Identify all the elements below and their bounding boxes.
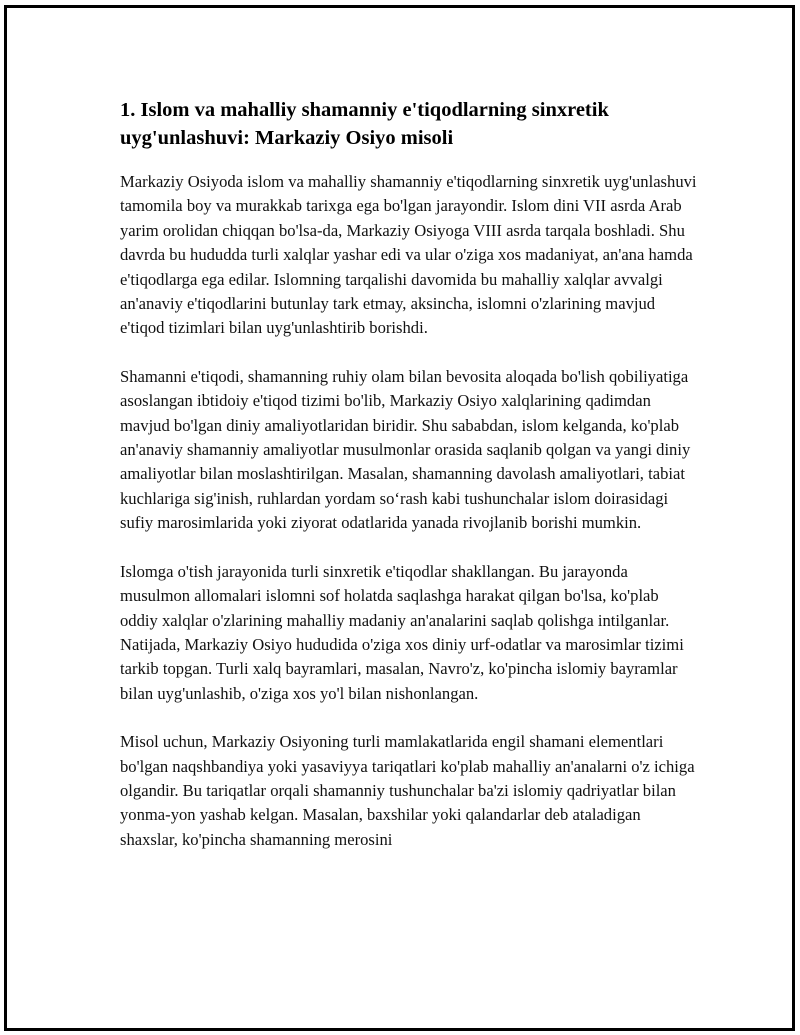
paragraph-2: Shamanni e'tiqodi, shamanning ruhiy olam bilan bevosita aloqada bo'lish qobiliyatiga asoslangan ibtidoiy e'tiqod tizimi bo'lib, Markaziy Osiyo xalqlarining qadimdan mavjud bo'lgan diniy amaliyotlaridan biridir. Shu sababdan, islom kelganda, ko'plab an'anaviy shamanniy amaliyotlar musulmonlar orasida saqlanib qolgan va yangi diniy amaliyotlar bilan moslashtirilgan. Masalan, shamanning davolash amaliyotlari, tabiat kuchlariga sig'inish, ruhlardan yordam so‘rash kabi tushunchalar islom doirasidagi sufiy marosimlarida yoki ziyorat odatlarida yanada rivojlanib borishi mumkin. <box>120 366 691 533</box>
paragraph-4: Misol uchun, Markaziy Osiyoning turli mamlakatlarida engil shamani elementlari bo'lgan naqshbandiya yoki yasaviyya tariqatlari ko'plab mahalliy an'analarni o'z ichiga olgandir. Bu tariqatlar orqali shamanniy tushunchalar ba'zi islomiy qadriyatlar bilan yonma-yon yashab kelgan. Masalan, baxshilar yoki qalandarlar deb ataladigan shaxslar, ko'pincha shamanning merosini <box>120 732 695 849</box>
document-body <box>120 96 700 876</box>
section-heading: 1. Islom va mahalliy shamanniy e'tiqodlarning sinxretik uyg'unlashuvi: Markaziy Osiyo misoli <box>120 99 609 149</box>
paragraph-3: Islomga o'tish jarayonida turli sinxretik e'tiqodlar shakllangan. Bu jarayonda musulmon allomalari islomni sof holatda saqlashga harakat qilgan bo'lsa, ko'plab oddiy xalqlar o'zlarining mahalliy madaniy an'analarini saqlab qolishga intilganlar. Natijada, Markaziy Osiyo hududida o'ziga xos diniy urf-odatlar va marosimlar tizimi tarkib topgan. Turli xalq bayramlari, masalan, Navro'z, ko'pincha islomiy bayramlar bilan uyg'unlashib, o'ziga xos yo'l bilan nishonlangan. <box>120 561 684 703</box>
document-page <box>4 5 795 1031</box>
paragraph-1: Markaziy Osiyoda islom va mahalliy shamanniy e'tiqodlarning sinxretik uyg'unlashuvi tamomila boy va murakkab tarixga ega bo'lgan jarayondir. Islom dini VII asrda Arab yarim orolidan chiqqan bo'lsa-da, Markaziy Osiyoga VIII asrda tarqala boshladi. Shu davrda bu hududda turli xalqlar yashar edi va ular o'ziga xos madaniyat, an'ana hamda e'tiqodlarga ega edilar. Islomning tarqalishi davomida bu mahalliy xalqlar avvalgi an'anaviy e'tiqodlarini butunlay tark etmay, aksincha, islomni o'zlarining mavjud e'tiqod tizimlari bilan uyg'unlashtirib borishdi. <box>120 172 697 338</box>
